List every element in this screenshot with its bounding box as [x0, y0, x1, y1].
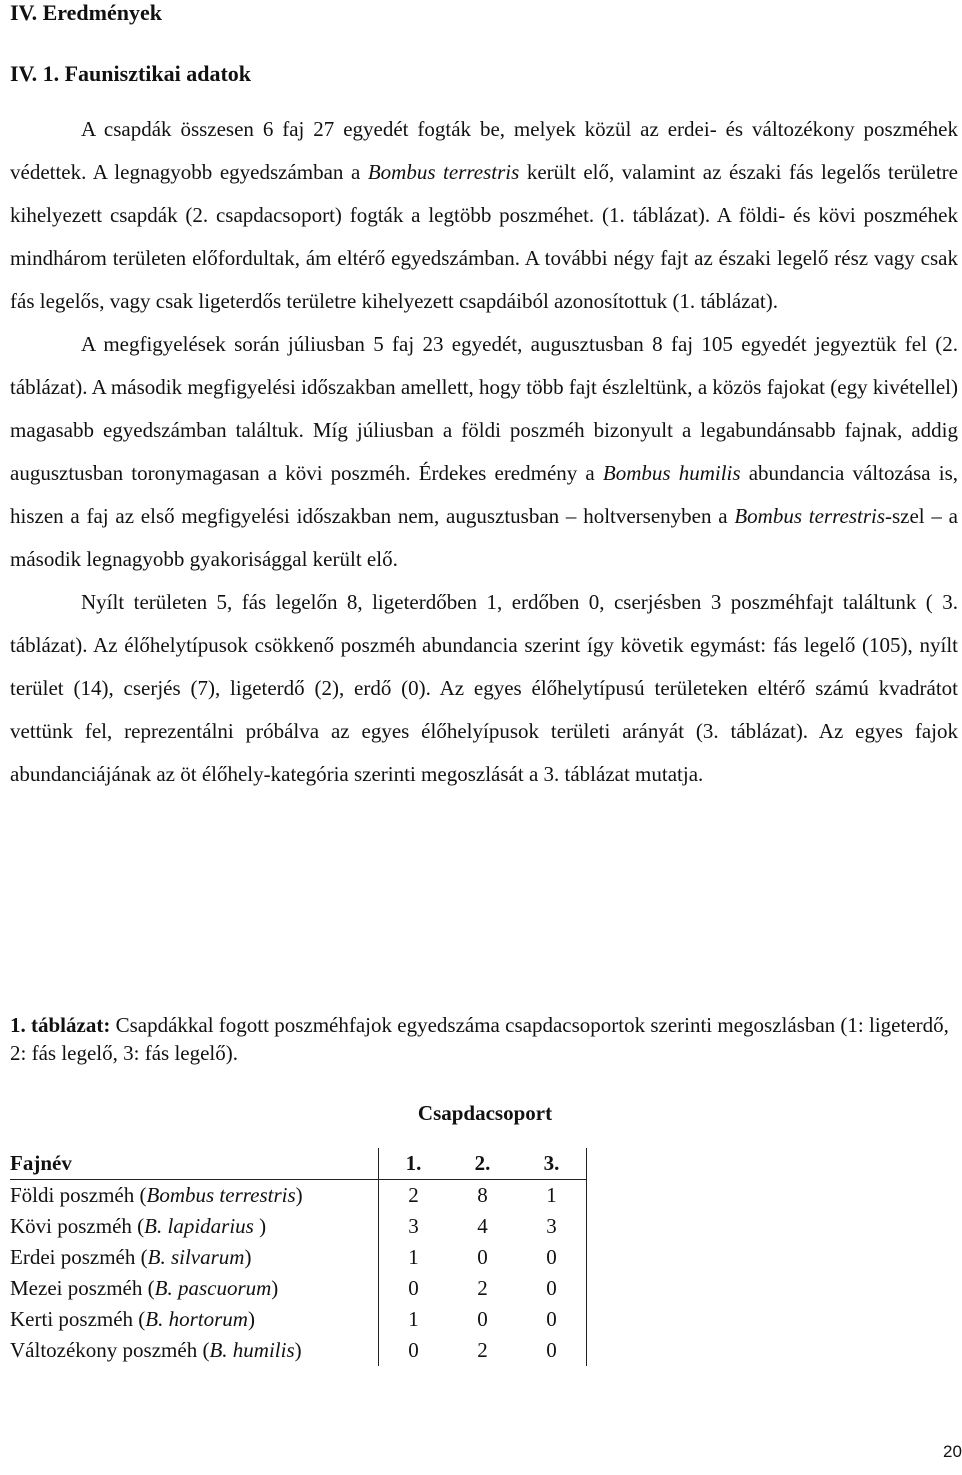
- paragraph: [10, 323, 958, 581]
- paragraph: [10, 108, 958, 323]
- latin-name: B. lapidarius: [144, 1214, 260, 1238]
- page-number: 20: [943, 1442, 962, 1461]
- body-text: [10, 108, 958, 796]
- table-header-row: [10, 1148, 587, 1180]
- subsection-heading: IV. 1. Faunisztikai adatok: [10, 61, 252, 86]
- count-cell: 1: [408, 1307, 419, 1331]
- text-run: abundancia változása is, hiszen a faj az első megfigyelési időszakban nem, augusztusban – holtversenyben a: [10, 461, 958, 528]
- count-cell: 1: [517, 1180, 587, 1212]
- count-cell: 2: [477, 1276, 488, 1300]
- close-paren: ): [259, 1214, 267, 1238]
- caption-label: 1. táblázat:: [10, 1013, 111, 1037]
- close-paren: ): [244, 1245, 252, 1269]
- count-cell: 3: [517, 1211, 587, 1242]
- species-name-cell: [10, 1180, 379, 1212]
- italic-species-name: Bombus humilis: [602, 461, 741, 485]
- latin-name: B. humilis: [209, 1338, 295, 1362]
- col-header-2: 2.: [448, 1148, 517, 1180]
- species-name-cell: [10, 1211, 379, 1242]
- count-cell: 0: [477, 1307, 488, 1331]
- table-row: [10, 1335, 587, 1366]
- col-header-3: 3.: [517, 1148, 587, 1180]
- close-paren: ): [295, 1183, 303, 1207]
- count-cell: 0: [408, 1276, 419, 1300]
- caption-text: Csapdákkal fogott poszméhfajok egyedszáma csapdacsoportok szerinti megoszlásban (1: ligeterdő, 2: fás legelő, 3: fás legelő).: [10, 1013, 949, 1065]
- table-row: [10, 1180, 587, 1212]
- count-cell: 0: [477, 1245, 488, 1269]
- species-name-cell: [10, 1242, 379, 1273]
- table-row: [10, 1242, 587, 1273]
- col-header-1: 1.: [379, 1148, 449, 1180]
- species-name-cell: [10, 1273, 379, 1304]
- close-paren: ): [271, 1276, 279, 1300]
- table-row: [10, 1211, 587, 1242]
- text-run: A megfigyelések során júliusban 5 faj 23 egyedét, augusztusban 8 faj 105 egyedét jegyeztük fel (2. táblázat). A második megfigyelési időszakban amellett, hogy több fajt észleltünk, a közös fajokat (egy kivétellel) magasabb egyedszámban találtuk. Míg júliusban a földi poszméh bizonyult a legabundánsabb fajnak, addig augusztusban toronymagasan a kövi poszméh. Érdekes eredmény a: [10, 332, 958, 485]
- table-caption: [10, 1011, 958, 1067]
- count-cell: 0: [517, 1273, 587, 1304]
- close-paren: ): [247, 1307, 255, 1331]
- paragraph: [10, 581, 958, 796]
- common-name: Földi poszméh (: [10, 1183, 147, 1207]
- italic-species-name: Bombus terrestris: [367, 160, 520, 184]
- species-name-cell: [10, 1335, 379, 1366]
- count-cell: 8: [477, 1183, 488, 1207]
- common-name: Változékony poszméh (: [10, 1338, 210, 1362]
- section-heading: IV. Eredmények: [10, 0, 162, 25]
- count-cell: 4: [477, 1214, 488, 1238]
- common-name: Mezei poszméh (: [10, 1276, 155, 1300]
- close-paren: ): [294, 1338, 302, 1362]
- text-run: A csapdák összesen 6 faj 27 egyedét fogták be, melyek közül az erdei- és változékony poszméhek védettek. A legnagyobb egyedszámban a: [10, 117, 958, 184]
- latin-name: B. pascuorum: [154, 1276, 272, 1300]
- count-cell: 3: [408, 1214, 419, 1238]
- latin-name: B. hortorum: [145, 1307, 248, 1331]
- count-cell: 0: [517, 1335, 587, 1366]
- common-name: Kövi poszméh (: [10, 1214, 145, 1238]
- table-row: [10, 1273, 587, 1304]
- count-cell: 0: [408, 1338, 419, 1362]
- text-run: Nyílt területen 5, fás legelőn 8, ligeterdőben 1, erdőben 0, cserjésben 3 poszméhfajt találtunk ( 3. táblázat). Az élőhelytípusok csökkenő poszméh abundancia szerint így követik egymást: fás legelő (105), nyílt terület (14), cserjés (7), ligeterdő (2), erdő (0). Az egyes élőhelytípusú területeken eltérő számú kvadrátot vettünk fel, reprezentálni próbálva az egyes élőhelyípusok területi arányát (3. táblázat). Az egyes fajok abundanciájának az öt élőhely-kategória szerinti megoszlását a 3. táblázat mutatja.: [10, 590, 958, 786]
- latin-name: B. silvarum: [147, 1245, 245, 1269]
- col-header-species: Fajnév: [10, 1148, 379, 1180]
- italic-species-name: Bombus terrestris: [734, 504, 885, 528]
- species-name-cell: [10, 1304, 379, 1335]
- count-cell: 2: [408, 1183, 419, 1207]
- count-cell: 0: [517, 1304, 587, 1335]
- count-cell: 2: [477, 1338, 488, 1362]
- common-name: Erdei poszméh (: [10, 1245, 148, 1269]
- common-name: Kerti poszméh (: [10, 1307, 146, 1331]
- text-run: került elő, valamint az északi fás legelős területre kihelyezett csapdák (2. csapdacsoport) fogták a legtöbb poszméhet. (1. táblázat). A földi- és kövi poszméhek mindhárom területen előfordultak, ám eltérő egyedszámban. A további négy fajt az északi legelő rész vagy csak fás legelős, vagy csak ligeterdős területre kihelyezett csapdáiból azonosítottuk (1. táblázat).: [10, 160, 958, 313]
- count-cell: 1: [408, 1245, 419, 1269]
- latin-name: Bombus terrestris: [146, 1183, 296, 1207]
- count-cell: 0: [517, 1242, 587, 1273]
- table-group-header: Csapdacsoport: [417, 1101, 553, 1125]
- table-row: [10, 1304, 587, 1335]
- species-table: [10, 1148, 587, 1366]
- text-run: -szel – a második legnagyobb gyakorisággal került elő.: [10, 504, 958, 571]
